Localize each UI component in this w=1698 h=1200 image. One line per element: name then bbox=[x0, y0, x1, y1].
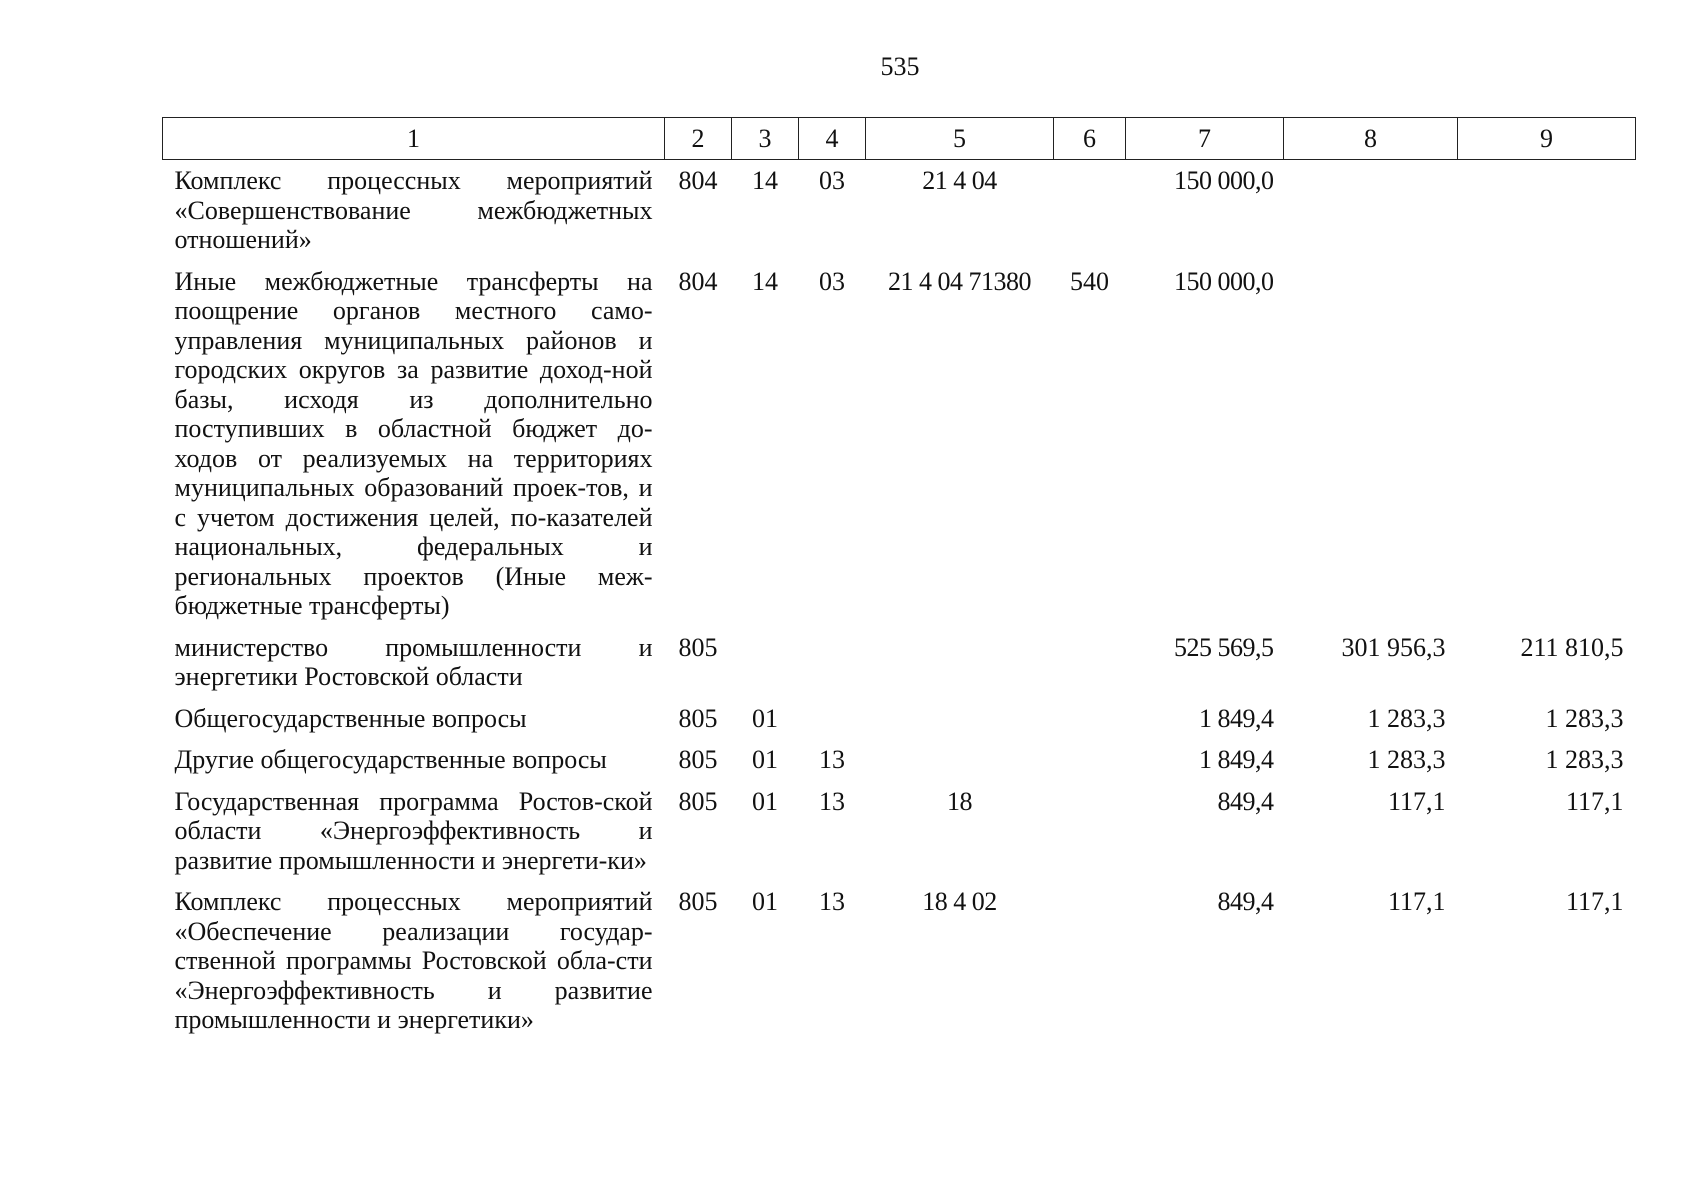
column-header: 1 bbox=[163, 118, 665, 160]
amount-year-3: 1 283,3 bbox=[1545, 745, 1624, 774]
row-name: Иные межбюджетные трансферты на поощрение органов местного само-управления муниципальных районов и городских округов за развитие доход-ной базы, исходя из дополнительно поступивших в областной бюджет до-ходов от реализуемых на территориях муниципальных образований проек-тов, и с учетом достижения целей, по-казателей национальных, федеральных и региональных проектов (Иные меж-бюджетные трансферты) bbox=[174, 266, 653, 620]
section-code: 01 bbox=[752, 786, 778, 816]
table-row bbox=[163, 787, 1636, 888]
target-article-code bbox=[866, 745, 1054, 787]
table-row bbox=[163, 887, 1636, 1047]
subsection-code: 03 bbox=[819, 266, 845, 296]
table-row bbox=[163, 704, 1636, 746]
row-name: Комплекс процессных мероприятий «Обеспечение реализации государ-ственной программы Ростовской обла-сти «Энергоэффективность и развитие промышленности и энергетики» bbox=[174, 887, 653, 1034]
amount-year-2 bbox=[1284, 267, 1458, 633]
amount-year-1: 525 569,5 bbox=[1174, 632, 1274, 662]
amount-year-2: 1 283,3 bbox=[1367, 703, 1446, 733]
column-header: 5 bbox=[866, 118, 1054, 160]
amount-year-1: 849,4 bbox=[1217, 786, 1274, 816]
amount-year-2: 117,1 bbox=[1387, 786, 1446, 816]
expense-type-code bbox=[1054, 160, 1126, 267]
subsection-code: 13 bbox=[819, 786, 845, 816]
target-article-code bbox=[866, 704, 1054, 746]
ministry-code: 805 bbox=[678, 632, 718, 662]
column-header: 7 bbox=[1126, 118, 1284, 160]
row-name: Государственная программа Ростов-ской области «Энергоэффективность и развитие промышленности и энергети-ки» bbox=[174, 786, 653, 875]
amount-year-1: 150 000,0 bbox=[1174, 266, 1274, 296]
target-article-code: 21 4 04 71380 bbox=[888, 266, 1031, 296]
subsection-code: 13 bbox=[819, 745, 845, 774]
table-row bbox=[163, 633, 1636, 704]
ministry-code: 804 bbox=[678, 166, 718, 195]
column-header: 4 bbox=[799, 118, 866, 160]
ministry-code: 805 bbox=[678, 745, 718, 774]
target-article-code: 18 bbox=[947, 786, 972, 816]
amount-year-3 bbox=[1458, 267, 1636, 633]
amount-year-3: 211 810,5 bbox=[1520, 632, 1624, 662]
target-article-code bbox=[866, 633, 1054, 704]
section-code: 01 bbox=[752, 745, 778, 774]
table-row bbox=[163, 267, 1636, 633]
amount-year-3 bbox=[1458, 160, 1636, 267]
expense-type-code bbox=[1054, 745, 1126, 787]
table-row bbox=[163, 160, 1636, 267]
expense-type-code: 540 bbox=[1070, 266, 1109, 296]
amount-year-2: 301 956,3 bbox=[1341, 632, 1446, 662]
amount-year-1: 1 849,4 bbox=[1199, 745, 1274, 774]
table-row bbox=[163, 745, 1636, 787]
amount-year-2: 117,1 bbox=[1387, 887, 1446, 916]
column-header: 8 bbox=[1284, 118, 1458, 160]
column-header: 2 bbox=[665, 118, 732, 160]
expense-type-code bbox=[1054, 633, 1126, 704]
row-name: Общегосударственные вопросы bbox=[174, 703, 527, 733]
amount-year-1: 150 000,0 bbox=[1174, 166, 1274, 195]
row-name: министерство промышленности и энергетики Ростовской области bbox=[174, 632, 653, 691]
subsection-code bbox=[799, 633, 866, 704]
target-article-code: 18 4 02 bbox=[922, 887, 997, 916]
row-name: Комплекс процессных мероприятий «Совершенствование межбюджетных отношений» bbox=[174, 166, 653, 254]
amount-year-2: 1 283,3 bbox=[1367, 745, 1446, 774]
section-code bbox=[732, 633, 799, 704]
amount-year-1: 1 849,4 bbox=[1199, 703, 1274, 733]
subsection-code: 13 bbox=[819, 887, 845, 916]
ministry-code: 804 bbox=[678, 266, 718, 296]
amount-year-3: 117,1 bbox=[1565, 887, 1624, 916]
column-header: 6 bbox=[1054, 118, 1126, 160]
column-header: 9 bbox=[1458, 118, 1636, 160]
expense-type-code bbox=[1054, 787, 1126, 888]
subsection-code: 03 bbox=[819, 166, 845, 195]
amount-year-3: 117,1 bbox=[1565, 786, 1624, 816]
column-header: 3 bbox=[732, 118, 799, 160]
ministry-code: 805 bbox=[678, 703, 718, 733]
row-name: Другие общегосударственные вопросы bbox=[174, 745, 607, 774]
ministry-code: 805 bbox=[678, 786, 718, 816]
expense-type-code bbox=[1054, 704, 1126, 746]
ministry-code: 805 bbox=[678, 887, 718, 916]
section-code: 14 bbox=[752, 266, 778, 296]
amount-year-2 bbox=[1284, 160, 1458, 267]
section-code: 14 bbox=[752, 166, 778, 195]
subsection-code bbox=[799, 704, 866, 746]
section-code: 01 bbox=[752, 703, 778, 733]
amount-year-1: 849,4 bbox=[1217, 887, 1274, 916]
target-article-code: 21 4 04 bbox=[922, 166, 997, 195]
amount-year-3: 1 283,3 bbox=[1545, 703, 1624, 733]
page-number: 535 bbox=[880, 52, 920, 81]
budget-table bbox=[162, 117, 1636, 1047]
section-code: 01 bbox=[752, 887, 778, 916]
expense-type-code bbox=[1054, 887, 1126, 1047]
table-header-row bbox=[163, 118, 1636, 160]
